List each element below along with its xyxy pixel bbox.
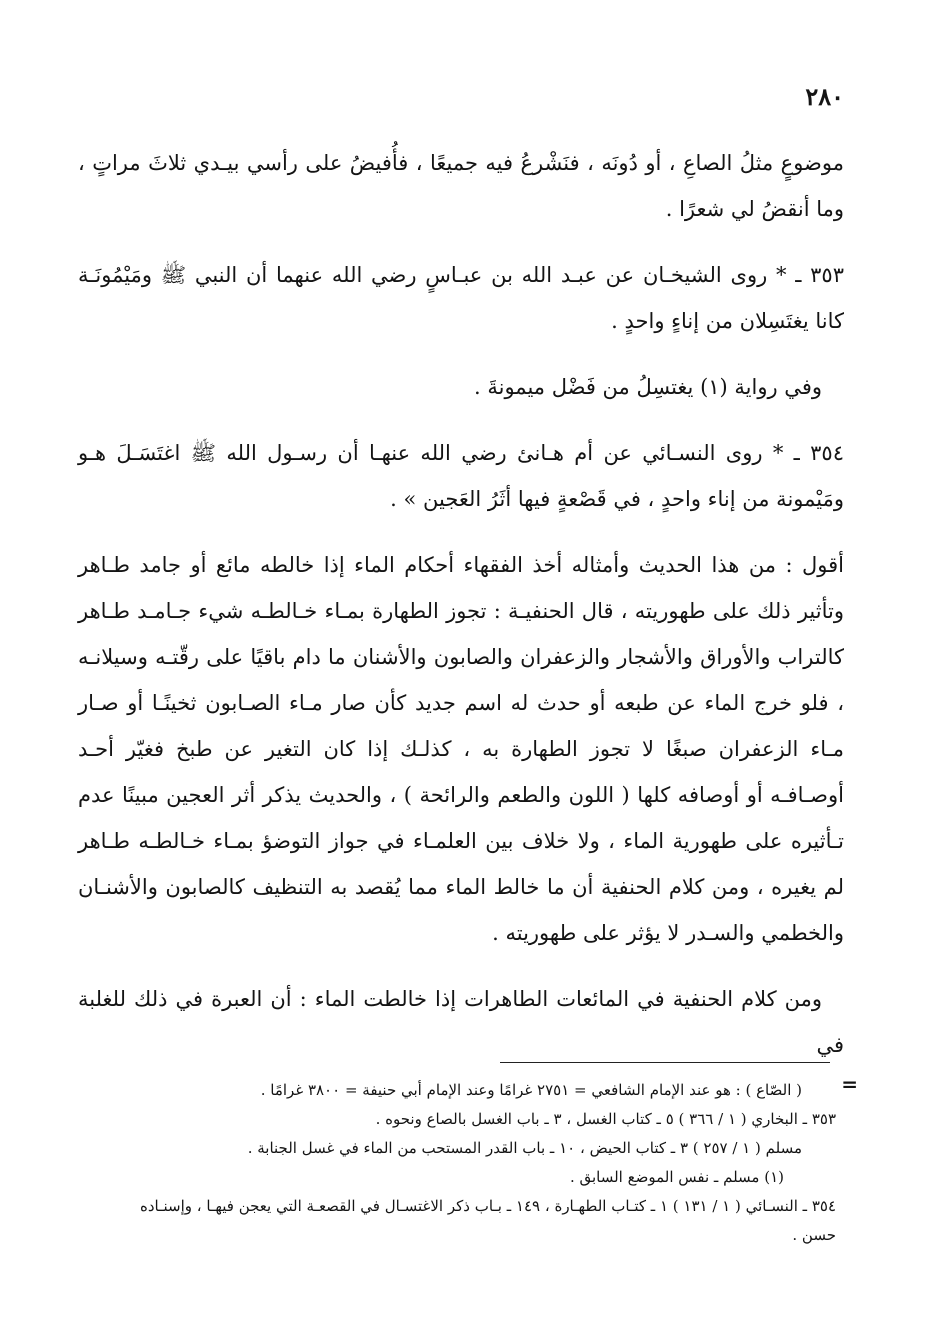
footnote-marker: = [841,1072,858,1096]
footnote-353-bukhari: ٣٥٣ ـ البخاري ( ١ / ٣٦٦ ) ٥ ـ كتاب الغسل ، ٣ ـ باب الغسل بالصاع ونحوه . [375,1110,836,1128]
paragraph-hadith-354: ٣٥٤ ـ * روى النسـائي عن أم هـانئ رضي الله عنهـا أن رسـول الله ﷺ اغتَسَـلَ هـو ومَيْمونة من إناء واحدٍ ، في قَصْعةٍ فيها أثَرُ العَجين » . [78,441,844,511]
paragraph-commentary: أقول : من هذا الحديث وأمثاله أخذ الفقهاء أحكام الماء إذا خالطه مائع أو جامد طـاهر وتأثير ذلك على طهوريته ، قال الحنفيـة : تجوز الطهارة بمـاء خـالطـه شيء جـامـد طـاهر كالتراب والأوراق والأشجار والزعفران والصابون والأشنان ما دام باقيًا على رقّتـه وسيلانـه ، فلو خرج الماء عن طبعه أو حدث له اسم جديد كأن صار مـاء الصـابون ثخينًـا أو صـار مـاء الزعفران صبغًا لا تجوز الطهارة به ، كذلـك إذا كان التغير عن طبخ فغيّر أحـد أوصـافـه أو أوصافه كلها ( اللون والطعم والرائحة ) ، والحديث يذكر أثر العجين مبينًا عدم تـأثيره على طهورية الماء ، ولا خلاف بين العلمـاء في جواز التوضؤ بمـاء خـالطـه طـاهر لم يغيره ، ومن كلام الحنفية أن ما خالط الماء مما يُقصد به التنظيف كالصابون والأشنـان والخطمي والسـدر لا يؤثر على طهوريته . [78,553,844,945]
footnote-353-note1: (١) مسلم ـ نفس الموضع السابق . [569,1168,784,1186]
page-number: ٢٨٠ [805,82,844,111]
paragraph-hadith-continuation: موضوعٍ مثلُ الصاعِ ، أو دُونَه ، فنَشْرعُ فيه جميعًا ، فأُفيضُ على رأسي بيـدي ثلاثَ مراتٍ ، وما أنقضُ لي شعرًا . [78,151,844,221]
footnotes [86,1076,836,1250]
footnote-divider [500,1062,830,1063]
main-text [78,140,844,1088]
footnote-sa: ( الصّاع ) : هو عند الإمام الشافعي = ٢٧٥١ غرامًا وعند الإمام أبي حنيفة = ٣٨٠٠ غرامًا . [260,1081,802,1099]
footnote-353-muslim: مسلم ( ١ / ٢٥٧ ) ٣ ـ كتاب الحيض ، ١٠ ـ باب القدر المستحب من الماء في غسل الجنابة . [247,1139,802,1157]
footnote-354-grading: حسن . [792,1226,836,1244]
paragraph-hadith-353: ٣٥٣ ـ * روى الشيخـان عن عبـد الله بن عبـاسٍ رضي الله عنهما أن النبي ﷺ ومَيْمُونَـة كانا يغتَسِلان من إناءٍ واحدٍ . [78,263,844,333]
paragraph-hanafi-liquids: ومن كلام الحنفية في المائعات الطاهرات إذا خالطت الماء : أن العبرة في ذلك للغلبة في [78,987,844,1057]
footnote-354-nasai: ٣٥٤ ـ النسـائي ( ١ / ١٣١ ) ١ ـ كتـاب الطهـارة ، ١٤٩ ـ بـاب ذكر الاغتسـال في القصعـة التي يعجن فيهـا ، وإسنـاده [139,1197,836,1215]
paragraph-riwaya: وفي رواية (١) يغتسِلُ من فَضْل ميمونةَ . [474,375,822,399]
